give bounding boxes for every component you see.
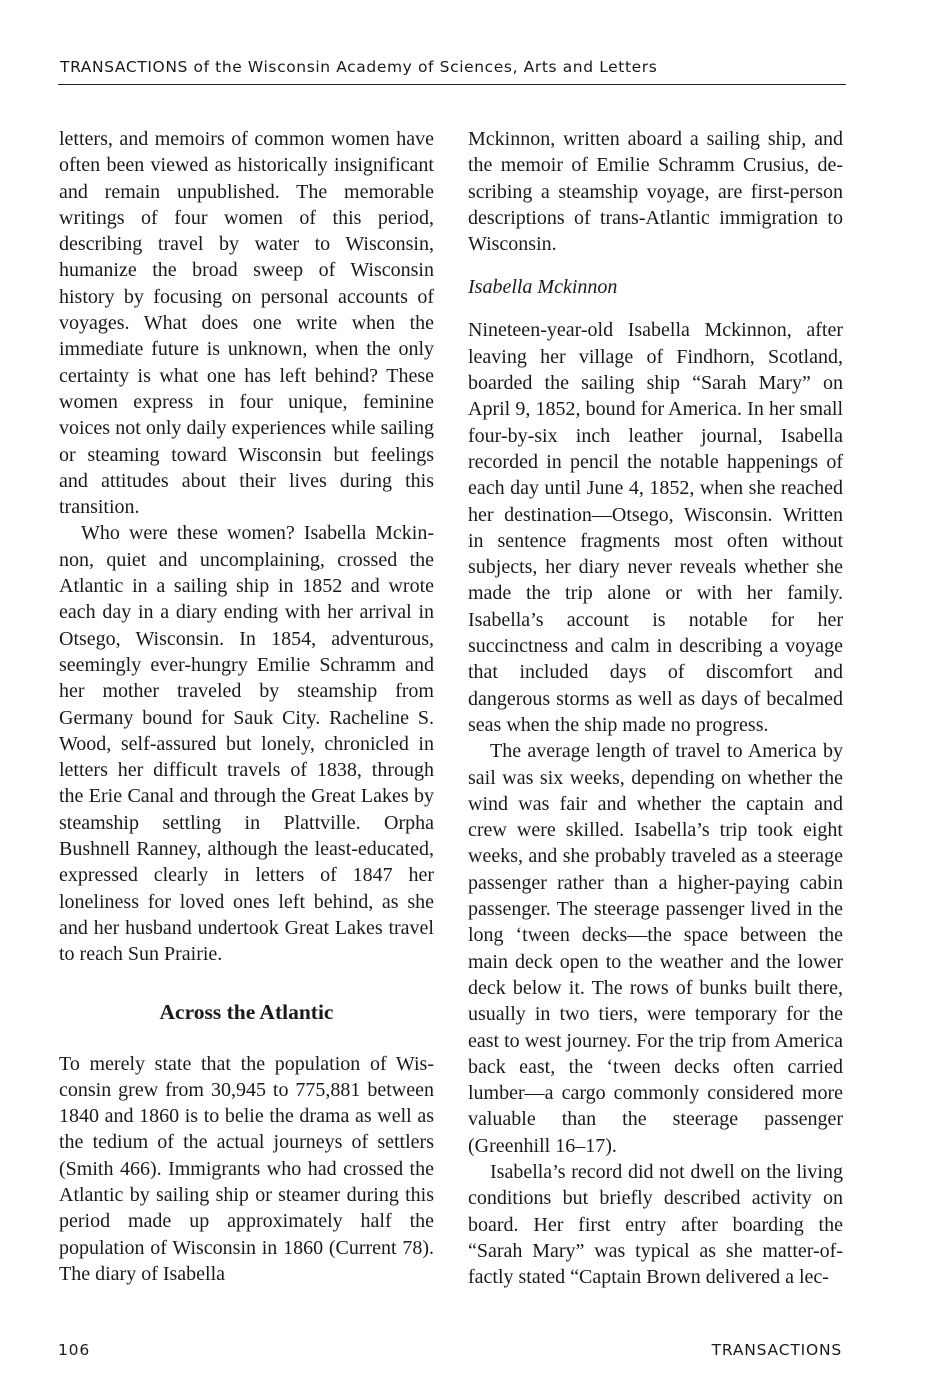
right-column xyxy=(468,126,843,1290)
subsection-heading: Isabella Mckinnon xyxy=(468,276,618,299)
paragraph: The average length of travel to America by sail was six weeks, depending on whether the wind was fair and whether the captain and crew were skilled. Isabella’s trip took eight weeks, and she probably traveled as a steerage passenger rather than a higher-paying cabin passenger. The steerage passenger lived in the long ‘tween decks—the space between the main deck open to the weather and the lower deck below it. The rows of bunks built there, usually in two tiers, were temporary for the east to west journey. For the trip from America back east, the ‘tween decks often carried lumber—a cargo commonly considered more valuable than the steerage passenger (Greenhill 16–17). xyxy=(468,740,843,1157)
paragraph: Nineteen-year-old Isabella Mckinnon, after leaving her village of Findhorn, Scotland, boarded the sailing ship “Sarah Mary” on April 9, 1852, bound for America. In her small four-by-six inch leather journal, Isabella recorded in pencil the notable happenings of each day until June 4, 1852, when she reached her destination—Otsego, Wisconsin. Written in sentence fragments most often without subjects, her diary never reveals whether she made the trip alone or with her family. Isabella’s account is notable for her succinctness and calm in describing a voyage that included days of discomfort and dangerous storms as well as days of becalmed seas when the ship made no progress. xyxy=(468,319,843,736)
paragraph: Mckinnon, written aboard a sailing ship, and the memoir of Emilie Schramm Crusius, describing a steamship voyage, are first-person descriptions of trans-Atlantic immigration to Wisconsin. xyxy=(468,128,843,256)
running-header: TRANSACTIONS of the Wisconsin Academy of Sciences, Arts and Letters xyxy=(60,58,658,76)
paragraph: letters, and memoirs of common women have often been viewed as historically insignificant and remain unpublished. The memorable writings of four women of this period, describing travel by water to Wisconsin, humanize the broad sweep of Wisconsin history by focusing on personal accounts of voyages. What does one write when the immediate future is unknown, when the only certainty is what one has left behind? These women express in four unique, feminine voices not only daily experiences while sailing or steaming toward Wisconsin but feelings and attitudes about their lives during this transition. xyxy=(59,128,434,519)
section-heading: Across the Atlantic xyxy=(159,999,334,1024)
header-rule xyxy=(58,84,846,85)
paragraph: Who were these women? Isabella Mckinnon, quiet and uncomplaining, crossed the Atlantic in a sailing ship in 1852 and wrote each day in a diary ending with her arrival in Otsego, Wisconsin. In 1854, adventurous, seemingly ever-hungry Emilie Schramm and her mother traveled by steamship from Germany bound for Sauk City. Racheline S. Wood, self-assured but lonely, chronicled in letters her difficult travels of 1838, through the Erie Canal and through the Great Lakes by steamship settling in Plattville. Orpha Bushnell Ranney, although the least-educated, expressed clearly in letters of 1847 her loneliness for loved ones left behind, as she and her husband undertook Great Lakes travel to reach Sun Prairie. xyxy=(59,522,434,966)
page-number: 106 xyxy=(58,1341,90,1359)
paragraph: Isabella’s record did not dwell on the living conditions but briefly described activity on board. Her first entry after boarding the “Sarah Mary” was typical as she matter-of-factly stated “Captain Brown delivered a lec- xyxy=(468,1160,843,1289)
running-footer: TRANSACTIONS xyxy=(711,1341,842,1359)
paragraph: To merely state that the population of Wisconsin grew from 30,945 to 775,881 between 1840 and 1860 is to belie the drama as well as the tedium of the actual journeys of settlers (Smith 466). Immigrants who had crossed the Atlantic by sailing ship or steamer during this period made up approximately half the population of Wisconsin in 1860 (Current 78). The diary of Isabella xyxy=(59,1052,434,1285)
left-column xyxy=(59,126,434,1287)
